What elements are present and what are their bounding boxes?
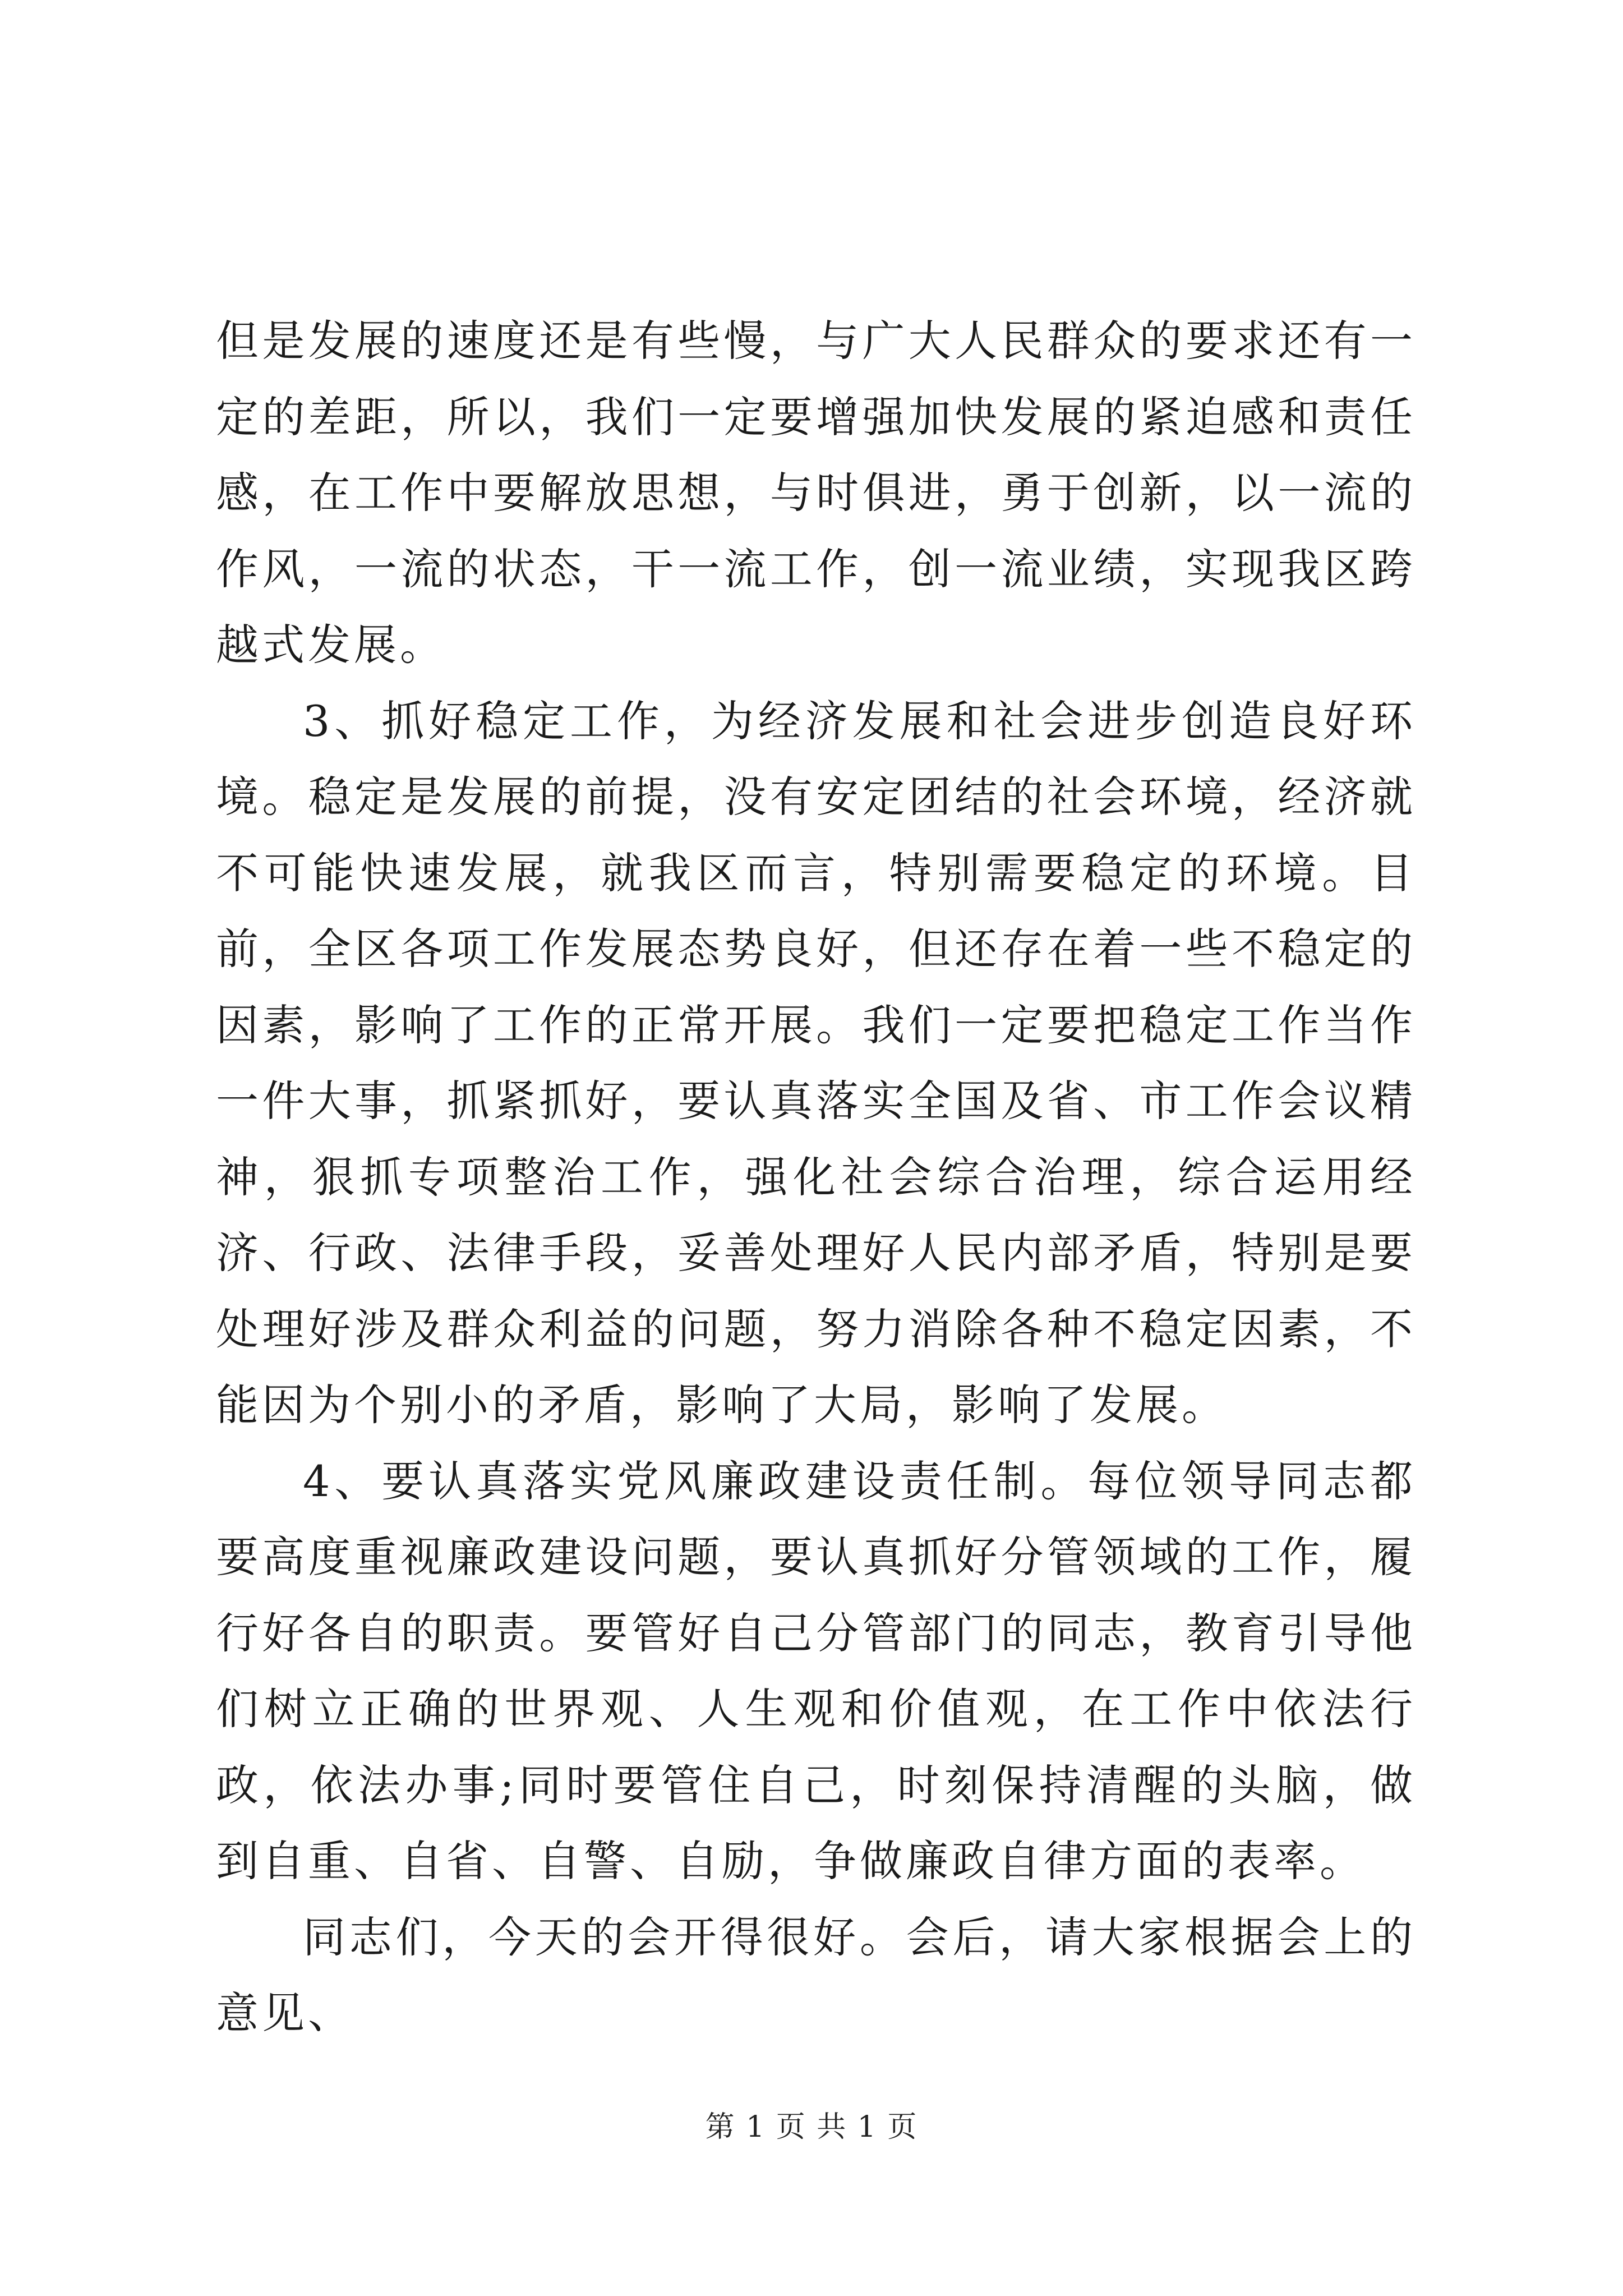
page-number-footer: 第 1 页 共 1 页 (705, 2110, 918, 2144)
paragraph-item-4-integrity: 4、要认真落实党风廉政建设责任制。每位领导同志都要高度重视廉政建设问题，要认真抓好分管领域的工作，履行好各自的职责。要管好自己分管部门的同志，教育引导他们树立正确的世界观、人生观和价值观，在工作中依法行政，依法办事;同时要管住自己，时刻保持清醒的头脑，做到自重、自省、自警、自励，争做廉政自律方面的表率。 (216, 1456, 1416, 1886)
paragraph-continuation: 但是发展的速度还是有些慢，与广大人民群众的要求还有一定的差距，所以，我们一定要增强加快发展的紧迫感和责任感，在工作中要解放思想，与时俱进，勇于创新，以一流的作风，一流的状态，干一流工作，创一流业绩，实现我区跨越式发展。 (216, 316, 1416, 670)
document-body (216, 303, 1416, 2051)
paragraph-item-3-stability: 3、抓好稳定工作，为经济发展和社会进步创造良好环境。稳定是发展的前提，没有安定团结的社会环境，经济就不可能快速发展，就我区而言，特别需要稳定的环境。目前，全区各项工作发展态势良好，但还存在着一些不稳定的因素，影响了工作的正常开展。我们一定要把稳定工作当作一件大事，抓紧抓好，要认真落实全国及省、市工作会议精神，狠抓专项整治工作，强化社会综合治理，综合运用经济、行政、法律手段，妥善处理好人民内部矛盾，特别是要处理好涉及群众利益的问题，努力消除各种不稳定因素，不能因为个别小的矛盾，影响了大局，影响了发展。 (216, 696, 1416, 1430)
paragraph-closing: 同志们，今天的会开得很好。会后，请大家根据会上的意见、 (216, 1912, 1416, 2038)
